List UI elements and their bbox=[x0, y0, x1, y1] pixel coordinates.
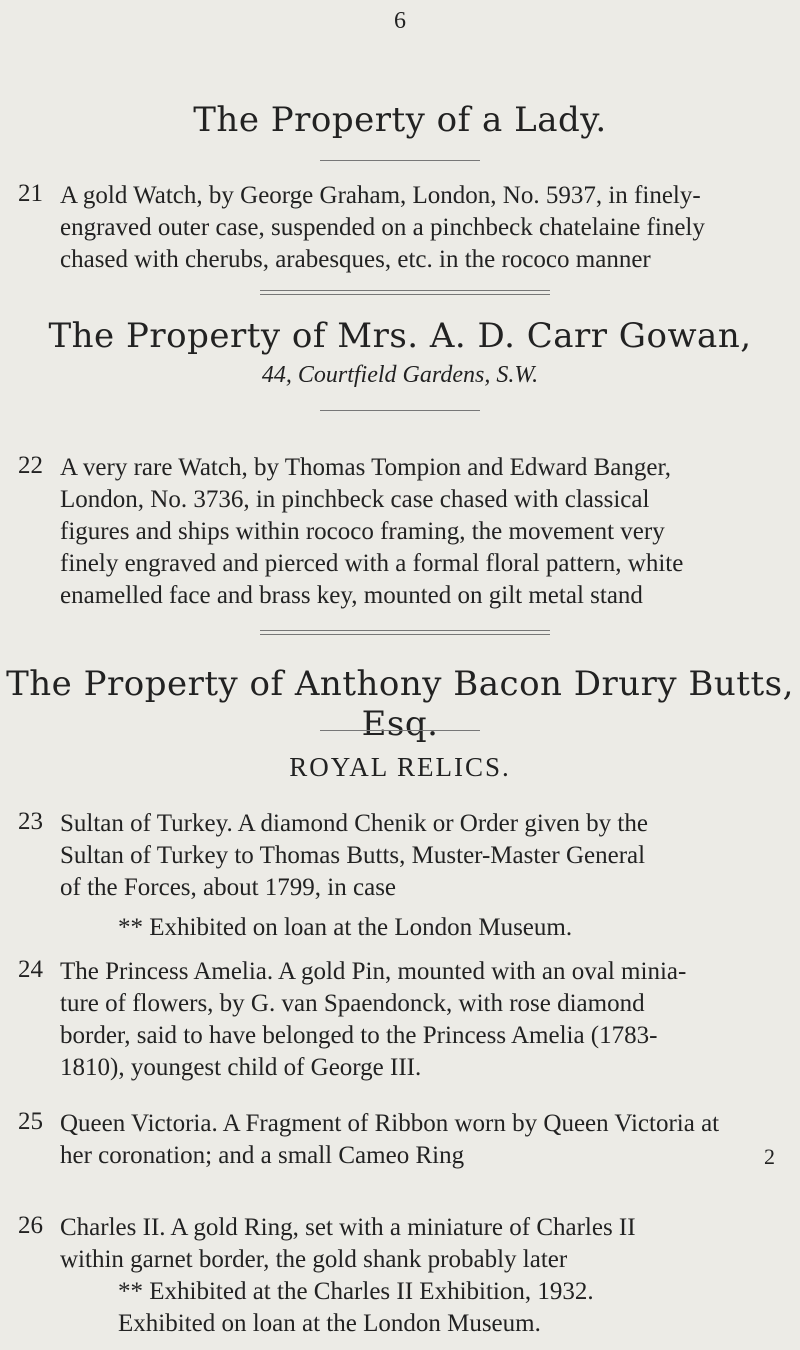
section-title-royal-relics: ROYAL RELICS. bbox=[289, 752, 511, 782]
lot-number: 26 bbox=[18, 1212, 43, 1239]
divider bbox=[260, 630, 550, 635]
lot-line: A gold Watch, by George Graham, London, No. 5937, in finely- bbox=[60, 182, 701, 209]
lot-number: 21 bbox=[18, 180, 43, 207]
lot-line: border, said to have belonged to the Princess Amelia (1783- bbox=[60, 1022, 658, 1049]
lot-line: 1810), youngest child of George III. bbox=[60, 1054, 422, 1081]
exhibition-note: ** Exhibited at the Charles II Exhibition, 1932. bbox=[118, 1278, 594, 1305]
lot-line: Sultan of Turkey. A diamond Chenik or Order given by the bbox=[60, 810, 648, 837]
lot-line: A very rare Watch, by Thomas Tompion and Edward Banger, bbox=[60, 454, 672, 481]
lot-line: Queen Victoria. A Fragment of Ribbon worn by Queen Victoria at bbox=[60, 1110, 720, 1137]
lot-line: of the Forces, about 1799, in case bbox=[60, 874, 397, 901]
lot-description bbox=[60, 956, 785, 1084]
lot-line: enamelled face and brass key, mounted on gilt metal stand bbox=[60, 582, 643, 609]
heading-property-of-a-lady: The Property of a Lady. bbox=[193, 100, 607, 140]
price-mark: 2 bbox=[764, 1144, 775, 1169]
exhibition-note: Exhibited on loan at the London Museum. bbox=[118, 1310, 541, 1337]
lot-number: 25 bbox=[18, 1108, 43, 1135]
page-number: 6 bbox=[394, 8, 406, 34]
lot-description bbox=[60, 180, 785, 276]
lot-description bbox=[60, 808, 785, 904]
lot-description bbox=[60, 452, 785, 612]
lot-description bbox=[60, 1212, 785, 1276]
divider bbox=[260, 290, 550, 295]
lot-number: 22 bbox=[18, 452, 43, 479]
lot-line: figures and ships within rococo framing, the movement very bbox=[60, 518, 665, 545]
lot-line: ture of flowers, by G. van Spaendonck, with rose diamond bbox=[60, 990, 645, 1017]
lot-line: The Princess Amelia. A gold Pin, mounted with an oval minia- bbox=[60, 958, 687, 985]
lot-line: within garnet border, the gold shank probably later bbox=[60, 1246, 568, 1273]
divider bbox=[320, 160, 480, 161]
divider bbox=[320, 410, 480, 411]
lot-line: engraved outer case, suspended on a pinchbeck chatelaine finely bbox=[60, 214, 705, 241]
owner-address: 44, Courtfield Gardens, S.W. bbox=[261, 362, 539, 388]
lot-description bbox=[60, 1108, 785, 1172]
lot-line: her coronation; and a small Cameo Ring bbox=[60, 1142, 465, 1169]
lot-line: finely engraved and pierced with a formal floral pattern, white bbox=[60, 550, 684, 577]
heading-property-of-mrs-gowan: The Property of Mrs. A. D. Carr Gowan, bbox=[48, 316, 752, 356]
lot-line: Sultan of Turkey to Thomas Butts, Muster-Master General bbox=[60, 842, 646, 869]
exhibition-note: ** Exhibited on loan at the London Museum. bbox=[118, 914, 573, 941]
divider bbox=[320, 730, 480, 731]
heading-property-of-butts: The Property of Anthony Bacon Drury Butts, Esq. bbox=[6, 664, 794, 744]
lot-line: London, No. 3736, in pinchbeck case chased with classical bbox=[60, 486, 650, 513]
lot-number: 23 bbox=[18, 808, 43, 835]
lot-number: 24 bbox=[18, 956, 43, 983]
lot-line: chased with cherubs, arabesques, etc. in the rococo manner bbox=[60, 246, 651, 273]
lot-line: Charles II. A gold Ring, set with a miniature of Charles II bbox=[60, 1214, 636, 1241]
